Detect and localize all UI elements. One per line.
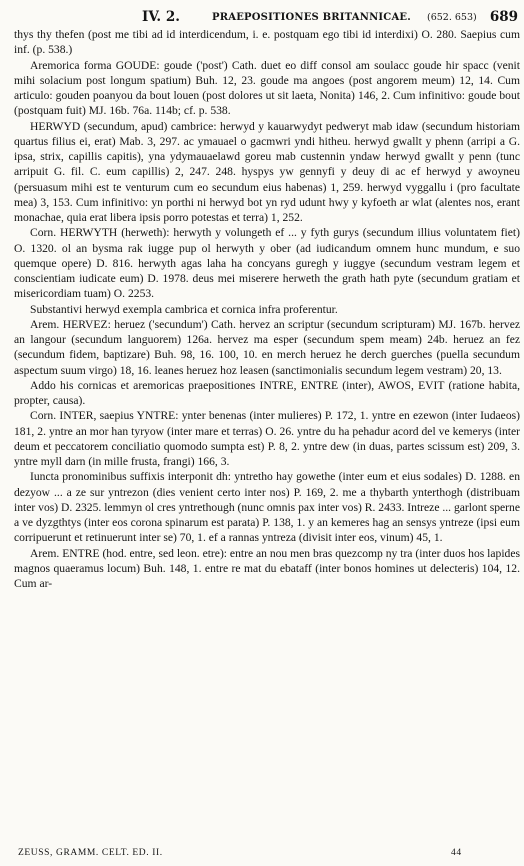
page-number: 689: [489, 9, 518, 25]
body-text: [14, 27, 520, 842]
paragraph-herwyd: HERWYD (secundum, apud) cambrice: herwyd y kauarwydyt pedweryt mab idaw (secundum historiam quartus filius ei, erat) Mab. 3, 297. ac ymauael o gacmwri yndi hitheu. herwyd gwallt y phenn (arripi a G. ipsa, strix, capillis capitis), yna ydymauaelawd goreu mab custennin yndaw herwyd gwallt y penn (tunc arripuit G. fil. C. eum capillis) 2, 247. 248. hyspys yw gennyfi y deuy di ac ef herwyd y awoyneu (persuasum mihi est te venturum cum eo secundum eius habenas) 1, 259. herwyd vyggallu i (pro facultate mea) 3, 153. Cum infinitivo: yn porthi ni herwyd bot yn ryd udunt hwy y kyfoeth ar wlat (alentes nos, erant monachae, quia erat libera ipsis porro potestas et terra) 1, 252.: [14, 119, 520, 224]
paragraph-iuncta: Iuncta pronominibus suffixis interponit dh: yntretho hay gowethe (inter eum et eius sodales) D. 1288. en dezyow ... a ze sur yntrezon (dies venient certo inter nos) P. 169, 2. me a thybarth ynterthogh (distribuam inter vos) D. 2325. lemmyn ol cres yntrethough (nunc omnis pax inter vos) R. 2433. Intreze ... garlont sperne a ve dyzgthtys (inter eos corona spinarum est parata) P. 138, 1. y an kemeres hag an sensys yntreze (ipsi eum corripuerunt et retinuerunt inter se) 70, 1. ef a rannas yntreza (divisit inter eos, vinum) 45, 1.: [14, 470, 520, 545]
paragraph-entre: Arem. ENTRE (hod. entre, sed leon. etre): entre an nou men bras quezcomp ny tra (inter duos hos lapides magnos quaeramus locum) Buh. 148, 1. entre re mat du ebataff (inter bonos homines ut delecteris) 104, 12. Cum ar-: [14, 546, 520, 590]
paragraph-hervez: Arem. HERVEZ: heruez ('secundum') Cath. hervez an scriptur (secundum scripturam) MJ. 167b. hervez an langour (secundum languorem) 126a. hervez ma esper (secundum spem meam) 24b. heruez an fez (secundum fidem, baptizare) Buh. 98, 16. 100, 10. en merch heruez he derch guerches (puella secundum aspectum suum virgo) 18, 16. leanes heruez hoz leasen (sanctimonialis secundum legem vestram) 20, 13.: [14, 317, 520, 377]
running-title: PRAEPOSITIONES BRITANNICAE.: [212, 12, 411, 23]
page-footer: [14, 846, 504, 860]
footer-book-title: ZEUSS, GRAMM. CELT. ED. II.: [18, 848, 163, 858]
signature-mark: 44: [451, 848, 462, 858]
paragraph-inter: Corn. INTER, saepius YNTRE: ynter benenas (inter mulieres) P. 172, 1. yntre en ezewon (inter Iudaeos) 181, 2. yntre an mor han tyryow (inter mare et terras) O. 26. yntre du ha pehadur acord del ve kemerys (inter deum et peccatorem conciliatio quomodo sumpta est) P. 8, 2. yntre dew (in duas, partes scissum est) 209, 3. yntre myll darn (in mille frusta, frangi) 166, 3.: [14, 409, 520, 468]
paragraph-addo: Addo his cornicas et aremoricas praepositiones INTRE, ENTRE (inter), AWOS, EVIT (ratione habita, propter, causa).: [14, 378, 520, 407]
page-reference: (652. 653): [427, 12, 477, 23]
section-number: IV. 2.: [142, 9, 180, 25]
paragraph-continuation: thys thy thefen (post me tibi ad id interdicendum, i. e. postquam ego tibi id interdixi) O. 280. Saepius cum inf. (p. 538.): [14, 28, 520, 57]
paragraph-herwyth: Corn. HERWYTH (herweth): herwyth y volungeth ef ... y fyth gurys (secundum illius voluntatem fiet) O. 1320. ol an bysma rak iugge pup ol herwyth y ober (ad iudicandum omnem hunc mundum, e suo quemque opere) D. 816. herwyth agas laha ha concyans guregh y iuggye (secundum vestram legem et conscientiam iudicate eum) D. 1978. deus mei miserere herweth the grath hath pyte (secundum gratiam et misericordiam tuam) O. 2253.: [14, 226, 520, 301]
paragraph-goude: Aremorica forma GOUDE: goude ('post') Cath. duet eo diff consol am soulacc goude hir spacc (venit mihi solacium post longum spatium) Buh. 12, 23. goude ma angoes (post angorem meum) 12, 14. Cum articulo: gouden poanyou da bout louen (post dolores ut sit laeta, Nonita) 146, 2. Cum infinitivo: goude bout (postquam fuit) MJ. 16b. 76a. 114b; cf. p. 538.: [14, 58, 520, 118]
running-header: [14, 7, 518, 27]
paragraph-substantivi: Substantivi herwyd exempla cambrica et cornica infra proferentur.: [30, 302, 338, 316]
